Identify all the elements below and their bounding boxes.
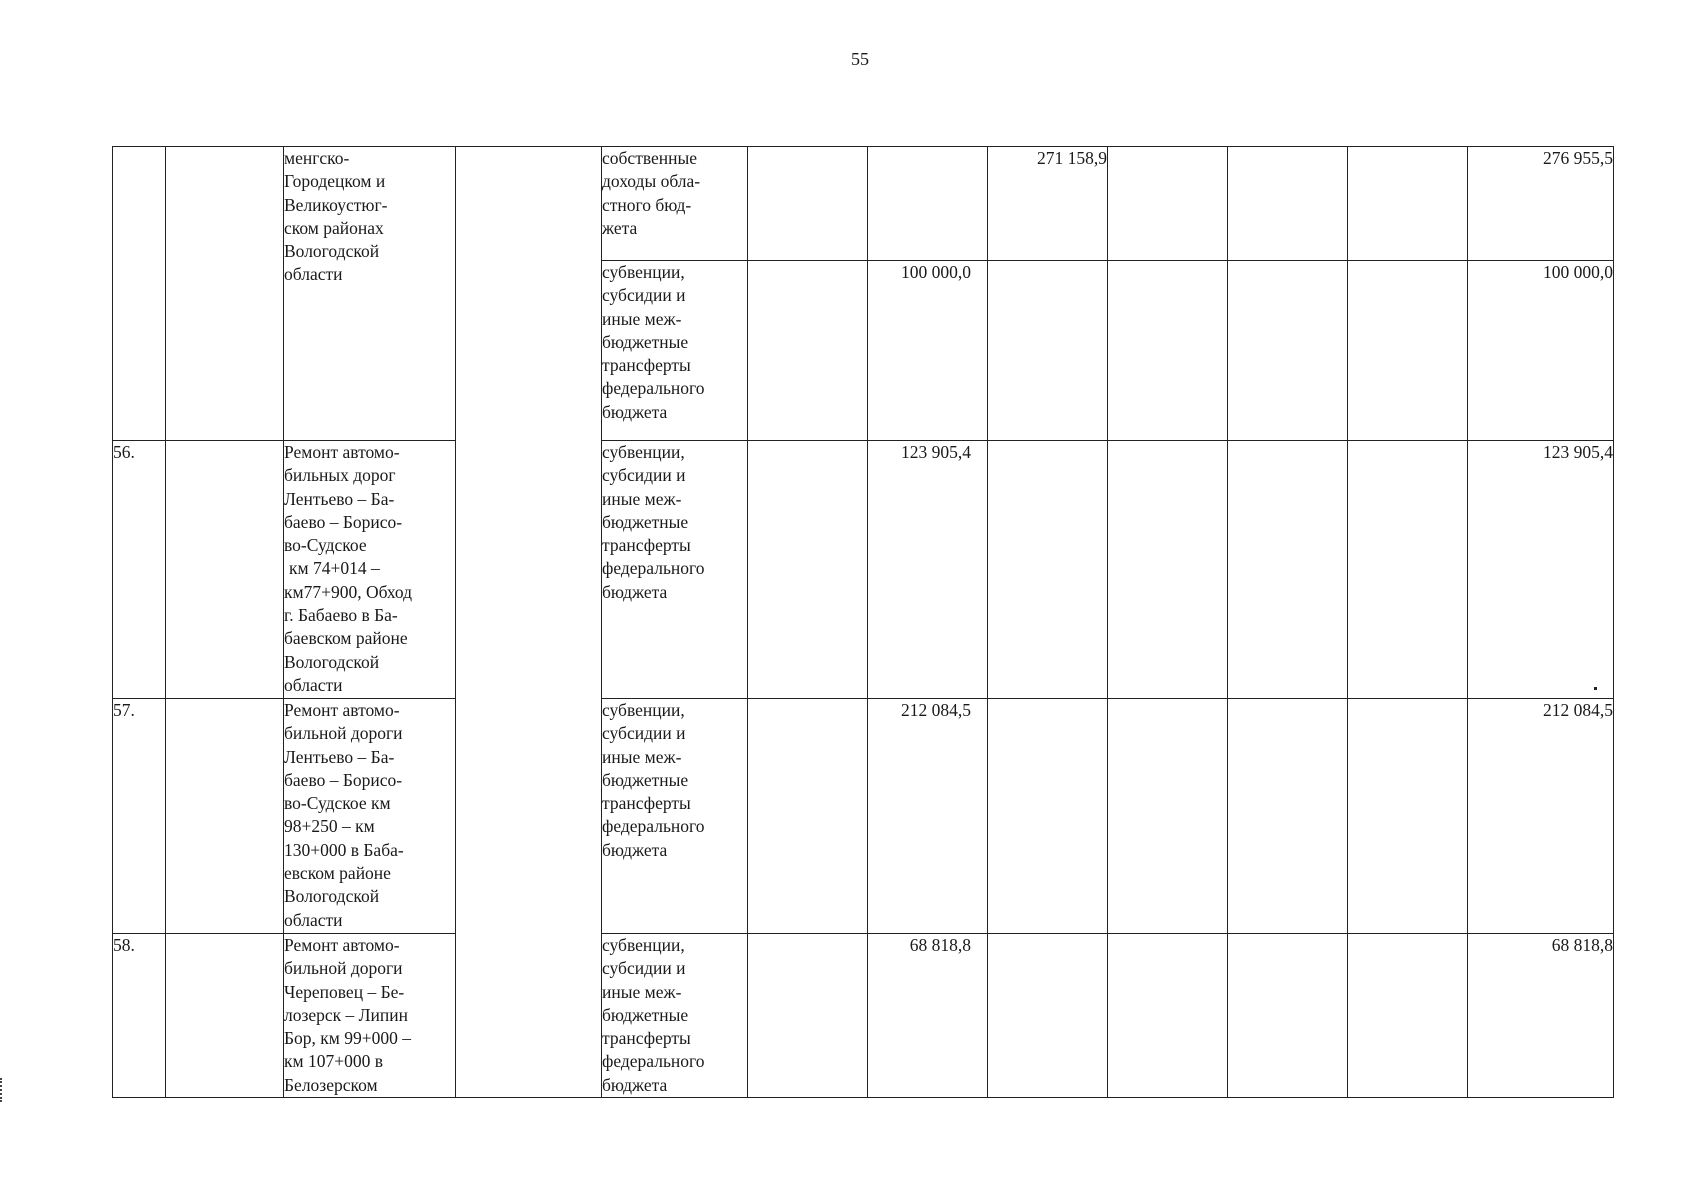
text-line: Вологодской xyxy=(284,886,380,907)
text-line: иные меж- xyxy=(602,488,682,509)
row-number-cell xyxy=(113,147,166,441)
empty-cell xyxy=(166,934,284,1098)
object-name-cell xyxy=(284,441,456,699)
total-amount-cell: 100 000,0 xyxy=(1468,261,1614,441)
table-row xyxy=(113,934,1614,1098)
empty-cell xyxy=(748,261,868,441)
funding-source-cell xyxy=(602,261,748,441)
text-line: ском районах xyxy=(284,217,384,238)
text-line: трансферты xyxy=(602,793,691,814)
text-line: во-Судское xyxy=(284,535,367,556)
empty-cell xyxy=(1228,261,1348,441)
text-line: федерального xyxy=(602,378,705,399)
text-line: Ремонт автомо- xyxy=(284,442,400,462)
table-row xyxy=(113,441,1614,699)
funding-source-cell xyxy=(602,147,748,261)
empty-cell xyxy=(988,441,1108,699)
text-line: евском районе xyxy=(284,863,391,884)
empty-cell xyxy=(1348,261,1468,441)
text-line: 98+250 – км xyxy=(284,816,375,837)
text-line: бильной дороги xyxy=(284,958,403,979)
text-line: км77+900, Обход xyxy=(284,581,413,602)
empty-cell xyxy=(1108,261,1228,441)
total-amount-cell: 68 818,8 xyxy=(1468,934,1614,1098)
text-line: субсидии и xyxy=(602,465,686,486)
text-line: Великоустюг- xyxy=(284,194,388,215)
text-line: иные меж- xyxy=(602,981,682,1002)
text-line: области xyxy=(284,264,343,285)
amount-cell: 212 084,5 xyxy=(868,699,988,934)
object-name-cell xyxy=(284,699,456,934)
text-line: федерального xyxy=(602,558,705,579)
text-line: км 107+000 в xyxy=(284,1051,383,1072)
text-line: иные меж- xyxy=(602,308,682,329)
text-line: области xyxy=(284,909,343,930)
text-line: субвенции, xyxy=(602,442,685,462)
amount-cell: 100 000,0 xyxy=(868,261,988,441)
table-row xyxy=(113,699,1614,934)
empty-cell xyxy=(1348,441,1468,699)
scan-artifact-dot xyxy=(1594,687,1597,690)
text-line: менгско- xyxy=(284,148,350,168)
text-line: федерального xyxy=(602,1051,705,1072)
empty-cell xyxy=(1348,934,1468,1098)
empty-cell xyxy=(1228,934,1348,1098)
funding-source-cell xyxy=(602,699,748,934)
text-line: баево – Борисо- xyxy=(284,511,403,532)
text-line: Вологодской xyxy=(284,651,380,672)
text-line: доходы обла- xyxy=(602,171,701,192)
text-line: во-Судское км xyxy=(284,793,391,814)
text-line: бюджетные xyxy=(602,331,689,352)
text-line: Городецком и xyxy=(284,171,386,192)
empty-cell xyxy=(748,441,868,699)
merged-blank-column-cell xyxy=(456,147,602,1098)
empty-cell xyxy=(988,934,1108,1098)
text-line: Бор, км 99+000 – xyxy=(284,1028,411,1049)
text-line: Белозерском xyxy=(284,1074,378,1095)
empty-cell xyxy=(166,441,284,699)
text-line: баево – Борисо- xyxy=(284,769,403,790)
object-name-cell xyxy=(284,934,456,1098)
text-line: субвенции, xyxy=(602,700,685,720)
text-line: бюджета xyxy=(602,581,668,602)
amount-cell: 271 158,9 xyxy=(988,147,1108,261)
page-number: 55 xyxy=(851,49,869,69)
amount-cell xyxy=(988,261,1108,441)
text-line: федерального xyxy=(602,816,705,837)
total-amount-cell: 123 905,4 xyxy=(1468,441,1614,699)
text-line: трансферты xyxy=(602,1028,691,1049)
text-line: жета xyxy=(602,217,638,238)
text-line: субсидии и xyxy=(602,285,686,306)
text-line: бильных дорог xyxy=(284,465,396,486)
text-line: трансферты xyxy=(602,355,691,376)
text-line: субвенции, xyxy=(602,935,685,955)
text-line: бюджета xyxy=(602,1074,668,1095)
empty-cell xyxy=(1108,147,1228,261)
text-line: бюджетные xyxy=(602,769,689,790)
amount-cell: 68 818,8 xyxy=(868,934,988,1098)
text-line: собственные xyxy=(602,148,698,168)
text-line: трансферты xyxy=(602,535,691,556)
budget-table xyxy=(112,146,1614,1098)
empty-cell xyxy=(1228,441,1348,699)
total-amount-cell: 276 955,5 xyxy=(1468,147,1614,261)
text-line: бюджета xyxy=(602,401,668,422)
text-line: бюджетные xyxy=(602,511,689,532)
empty-cell xyxy=(1108,934,1228,1098)
row-number-cell: 57. xyxy=(113,699,166,934)
text-line: Лентьево – Ба- xyxy=(284,488,395,509)
empty-cell xyxy=(1228,699,1348,934)
empty-cell xyxy=(1108,699,1228,934)
table-row xyxy=(113,147,1614,261)
empty-cell xyxy=(1228,147,1348,261)
empty-cell xyxy=(748,147,868,261)
scan-artifact-mark xyxy=(0,1078,4,1102)
funding-source-cell xyxy=(602,934,748,1098)
text-line: Череповец – Бе- xyxy=(284,981,405,1002)
funding-source-cell xyxy=(602,441,748,699)
row-number-cell: 56. xyxy=(113,441,166,699)
empty-cell xyxy=(748,934,868,1098)
text-line: стного бюд- xyxy=(602,194,692,215)
text-line: бюджета xyxy=(602,839,668,860)
text-line: субвенции, xyxy=(602,262,685,282)
text-line: бюджетные xyxy=(602,1004,689,1025)
total-amount-cell: 212 084,5 xyxy=(1468,699,1614,934)
text-line: г. Бабаево в Ба- xyxy=(284,605,398,626)
empty-cell xyxy=(748,699,868,934)
text-line: иные меж- xyxy=(602,746,682,767)
text-line: Лентьево – Ба- xyxy=(284,746,395,767)
row-number-cell: 58. xyxy=(113,934,166,1098)
text-line: км 74+014 – xyxy=(289,558,380,579)
text-line: бильной дороги xyxy=(284,723,403,744)
empty-cell xyxy=(166,147,284,441)
empty-cell xyxy=(166,699,284,934)
amount-cell xyxy=(868,147,988,261)
empty-cell xyxy=(1348,699,1468,934)
text-line: области xyxy=(284,674,343,695)
text-line: баевском районе xyxy=(284,628,408,649)
text-line: 130+000 в Баба- xyxy=(284,839,404,860)
empty-cell xyxy=(988,699,1108,934)
object-name-cell xyxy=(284,147,456,441)
text-line: субсидии и xyxy=(602,723,686,744)
text-line: субсидии и xyxy=(602,958,686,979)
empty-cell xyxy=(1348,147,1468,261)
text-line: лозерск – Липин xyxy=(284,1004,409,1025)
text-line: Ремонт автомо- xyxy=(284,935,400,955)
empty-cell xyxy=(1108,441,1228,699)
amount-cell: 123 905,4 xyxy=(868,441,988,699)
text-line: Вологодской xyxy=(284,241,380,262)
text-line: Ремонт автомо- xyxy=(284,700,400,720)
